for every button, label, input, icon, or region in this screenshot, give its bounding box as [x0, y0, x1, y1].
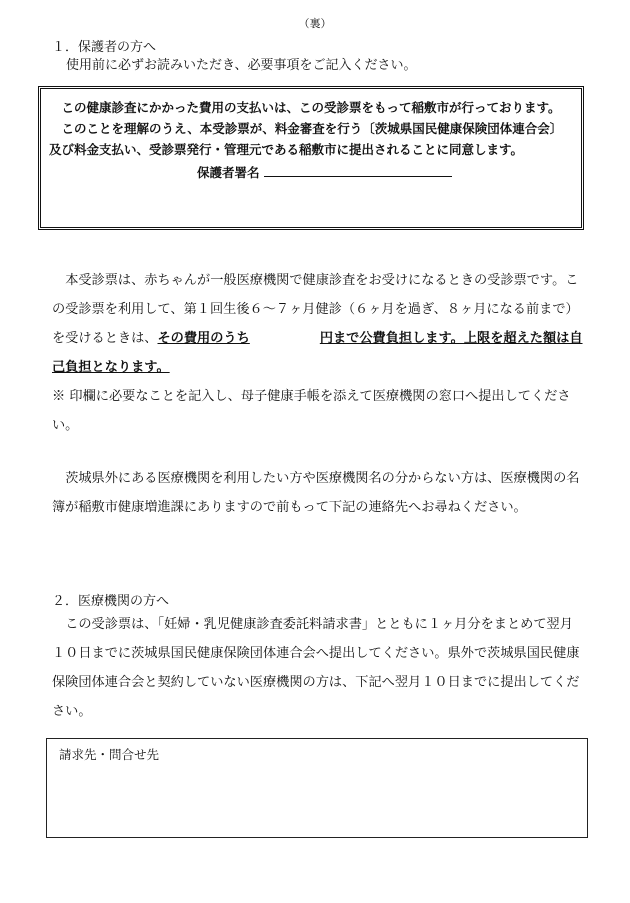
public-cost-emphasis-a: その費用のうち	[157, 331, 250, 346]
section1-intro: 使用前に必ずお読みいただき、必要事項をご記入ください。	[66, 58, 417, 73]
voucher-info-block	[52, 266, 584, 440]
medical-institution-text: この受診票は、「妊婦・乳児健康診査委託料請求書」とともに１ヶ月分をまとめて翌月１０日までに茨城県国民健康保険団体連合会へ提出してください。県外で茨城県国民健康保険団体連合会と契約していない医療機関の方は、下記へ翌月１０日までに提出してください。	[52, 617, 580, 719]
signature-field[interactable]	[264, 162, 452, 177]
section1-heading: １．保護者の方へ	[52, 40, 157, 55]
voucher-info-paragraph	[52, 266, 584, 382]
public-cost-emphasis-b: 円まで公費負担します。上限を超えた額は自己負担となります。	[52, 331, 583, 375]
signature-label: 保護者署名	[197, 165, 260, 180]
page-side-label: （裏）	[298, 17, 332, 30]
outside-prefecture-block	[52, 464, 584, 522]
consent-paragraph-1: この健康診査にかかった費用の支払いは、この受診票をもって稲敷市が行っております。	[61, 100, 561, 115]
section2-heading: ２．医療機関の方へ	[52, 594, 170, 609]
consent-box	[38, 86, 584, 230]
consent-paragraph-2: このことを理解のうえ、本受診票が、料金審査を行う〔茨城県国民健康保険団体連合会〕及び料金支払い、受診票発行・管理元である稲敷市に提出されることに同意します。	[49, 121, 563, 157]
signature-row	[49, 162, 573, 183]
contact-box	[46, 738, 588, 838]
outside-prefecture-text: 茨城県外にある医療機関を利用したい方や医療機関名の分からない方は、医療機関の名簿が稲敷市健康増進課にありますので前もって下記の連絡先へお尋ねください。	[52, 471, 580, 515]
voucher-info-lead: 本受診票は、赤ちゃんが一般医療機関で健康診査をお受けになるときの受診票です。この受診票を利用して、第１回生後６～７ヶ月健診（６ヶ月を過ぎ、８ヶ月になる前まで）を受けるときは、	[52, 273, 579, 346]
contact-label: 請求先・問合せ先	[59, 747, 160, 762]
medical-institution-block	[52, 610, 584, 726]
submission-note: ※ 印欄に必要なことを記入し、母子健康手帳を添えて医療機関の窓口へ提出してください。	[52, 389, 571, 433]
